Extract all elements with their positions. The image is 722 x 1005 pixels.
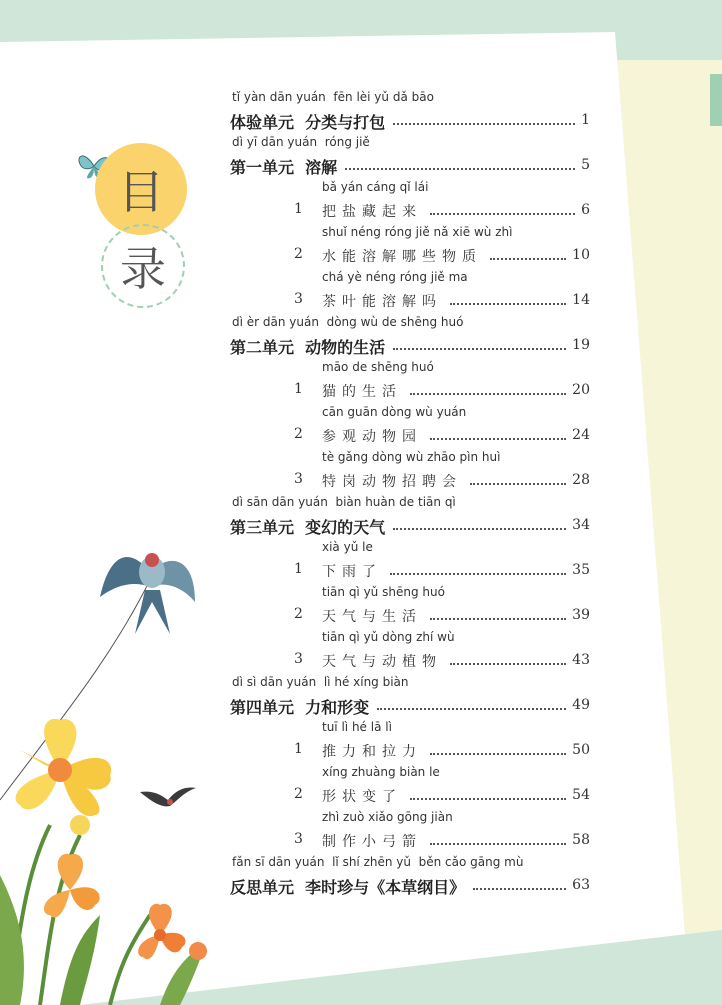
toc-lesson-entry[interactable] bbox=[230, 225, 590, 269]
lesson-page-number: 6 bbox=[581, 202, 590, 218]
lesson-title: 天气与生活 bbox=[322, 609, 422, 625]
toc-unit-entry[interactable] bbox=[230, 495, 590, 539]
leader-dots bbox=[393, 528, 566, 530]
unit-pinyin: dì èr dān yuán dòng wù de shēng huó bbox=[232, 315, 464, 329]
lesson-page-number: 20 bbox=[572, 382, 590, 398]
lesson-number: 1 bbox=[294, 381, 303, 397]
lesson-title: 茶叶能溶解吗 bbox=[322, 294, 442, 310]
lesson-page-number: 39 bbox=[572, 607, 590, 623]
toc-lesson-entry[interactable] bbox=[230, 810, 590, 854]
lesson-number: 2 bbox=[294, 606, 303, 622]
toc-lesson-entry[interactable] bbox=[230, 180, 590, 224]
unit-title: 第四单元 力和形变 bbox=[230, 698, 370, 717]
leader-dots bbox=[450, 663, 566, 665]
toc-unit-entry[interactable] bbox=[230, 135, 590, 179]
unit-pinyin: fǎn sī dān yuán lǐ shí zhēn yǔ běn cǎo gāng mù bbox=[232, 855, 524, 869]
unit-page-number: 5 bbox=[581, 157, 590, 173]
leader-dots bbox=[430, 618, 566, 620]
toc-lesson-entry[interactable] bbox=[230, 720, 590, 764]
lesson-page-number: 35 bbox=[572, 562, 590, 578]
lesson-pinyin: zhì zuò xiǎo gōng jiàn bbox=[322, 810, 453, 824]
side-tab-marker bbox=[710, 74, 722, 126]
leader-dots bbox=[430, 843, 566, 845]
lesson-pinyin: māo de shēng huó bbox=[322, 360, 434, 374]
lesson-pinyin: xíng zhuàng biàn le bbox=[322, 765, 440, 779]
title-circle-lu bbox=[101, 224, 185, 308]
lesson-page-number: 58 bbox=[572, 832, 590, 848]
unit-title: 第二单元 动物的生活 bbox=[230, 338, 386, 357]
unit-pinyin: dì sì dān yuán lì hé xíng biàn bbox=[232, 675, 409, 689]
lesson-page-number: 43 bbox=[572, 652, 590, 668]
lesson-title: 参观动物园 bbox=[322, 429, 422, 445]
lesson-title: 把盐藏起来 bbox=[322, 204, 422, 220]
leader-dots bbox=[410, 798, 566, 800]
toc-lesson-entry[interactable] bbox=[230, 765, 590, 809]
lesson-page-number: 14 bbox=[572, 292, 590, 308]
lesson-pinyin: tiān qì yǔ shēng huó bbox=[322, 585, 445, 599]
lesson-number: 3 bbox=[294, 831, 303, 847]
toc-lesson-entry[interactable] bbox=[230, 450, 590, 494]
lesson-number: 2 bbox=[294, 786, 303, 802]
toc-lesson-entry[interactable] bbox=[230, 540, 590, 584]
leader-dots bbox=[393, 123, 575, 125]
lesson-pinyin: bǎ yán cáng qǐ lái bbox=[322, 180, 429, 194]
lesson-number: 2 bbox=[294, 246, 303, 262]
title-circle-mu bbox=[95, 143, 187, 235]
leader-dots bbox=[393, 348, 566, 350]
unit-title: 反思单元 李时珍与《本草纲目》 bbox=[230, 878, 466, 897]
leader-dots bbox=[430, 438, 566, 440]
toc-unit-entry[interactable] bbox=[230, 315, 590, 359]
flowers-illustration bbox=[0, 715, 230, 1005]
unit-page-number: 19 bbox=[572, 337, 590, 353]
unit-pinyin: dì yī dān yuán róng jiě bbox=[232, 135, 370, 149]
leader-dots bbox=[470, 483, 566, 485]
unit-pinyin: tǐ yàn dān yuán fēn lèi yǔ dǎ bāo bbox=[232, 90, 434, 104]
lesson-pinyin: tè gǎng dòng wù zhāo pìn huì bbox=[322, 450, 501, 464]
lesson-pinyin: tiān qì yǔ dòng zhí wù bbox=[322, 630, 455, 644]
title-char-mu: 目 bbox=[118, 165, 164, 219]
lesson-number: 1 bbox=[294, 741, 303, 757]
leader-dots bbox=[450, 303, 566, 305]
toc-lesson-entry[interactable] bbox=[230, 630, 590, 674]
unit-pinyin: dì sān dān yuán biàn huàn de tiān qì bbox=[232, 495, 456, 509]
lesson-number: 3 bbox=[294, 291, 303, 307]
lesson-pinyin: shuǐ néng róng jiě nǎ xiē wù zhì bbox=[322, 225, 513, 239]
leader-dots bbox=[490, 258, 566, 260]
lesson-page-number: 10 bbox=[572, 247, 590, 263]
toc-lesson-entry[interactable] bbox=[230, 360, 590, 404]
lesson-page-number: 50 bbox=[572, 742, 590, 758]
lesson-page-number: 54 bbox=[572, 787, 590, 803]
leader-dots bbox=[430, 213, 575, 215]
leader-dots bbox=[430, 753, 566, 755]
toc-lesson-entry[interactable] bbox=[230, 405, 590, 449]
swallow-kite-illustration bbox=[100, 542, 200, 637]
unit-page-number: 49 bbox=[572, 697, 590, 713]
unit-page-number: 63 bbox=[572, 877, 590, 893]
lesson-page-number: 24 bbox=[572, 427, 590, 443]
lesson-pinyin: chá yè néng róng jiě ma bbox=[322, 270, 468, 284]
leader-dots bbox=[390, 573, 566, 575]
leader-dots bbox=[410, 393, 566, 395]
lesson-pinyin: cān guān dòng wù yuán bbox=[322, 405, 467, 419]
lesson-number: 1 bbox=[294, 561, 303, 577]
lesson-number: 3 bbox=[294, 471, 303, 487]
lesson-title: 形状变了 bbox=[322, 789, 402, 805]
lesson-pinyin: tuī lì hé lā lì bbox=[322, 720, 392, 734]
unit-title: 第一单元 溶解 bbox=[230, 158, 338, 177]
unit-page-number: 34 bbox=[572, 517, 590, 533]
lesson-title: 推力和拉力 bbox=[322, 744, 422, 760]
unit-page-number: 1 bbox=[581, 112, 590, 128]
toc-unit-entry[interactable] bbox=[230, 90, 590, 134]
lesson-title: 天气与动植物 bbox=[322, 654, 442, 670]
toc-lesson-entry[interactable] bbox=[230, 270, 590, 314]
title-char-lu: 录 bbox=[120, 242, 166, 296]
lesson-number: 2 bbox=[294, 426, 303, 442]
lesson-number: 3 bbox=[294, 651, 303, 667]
unit-title: 第三单元 变幻的天气 bbox=[230, 518, 386, 537]
toc-lesson-entry[interactable] bbox=[230, 585, 590, 629]
lesson-title: 下雨了 bbox=[322, 564, 382, 580]
toc-unit-entry[interactable] bbox=[230, 855, 590, 899]
leader-dots bbox=[377, 708, 566, 710]
lesson-title: 水能溶解哪些物质 bbox=[322, 249, 482, 265]
lesson-title: 特岗动物招聘会 bbox=[322, 474, 462, 490]
leader-dots bbox=[473, 888, 566, 890]
lesson-title: 制作小弓箭 bbox=[322, 834, 422, 850]
toc-unit-entry[interactable] bbox=[230, 675, 590, 719]
lesson-title: 猫的生活 bbox=[322, 384, 402, 400]
unit-title: 体验单元 分类与打包 bbox=[230, 113, 386, 132]
lesson-pinyin: xià yǔ le bbox=[322, 540, 373, 554]
leader-dots bbox=[345, 168, 575, 170]
lesson-number: 1 bbox=[294, 201, 303, 217]
lesson-page-number: 28 bbox=[572, 472, 590, 488]
